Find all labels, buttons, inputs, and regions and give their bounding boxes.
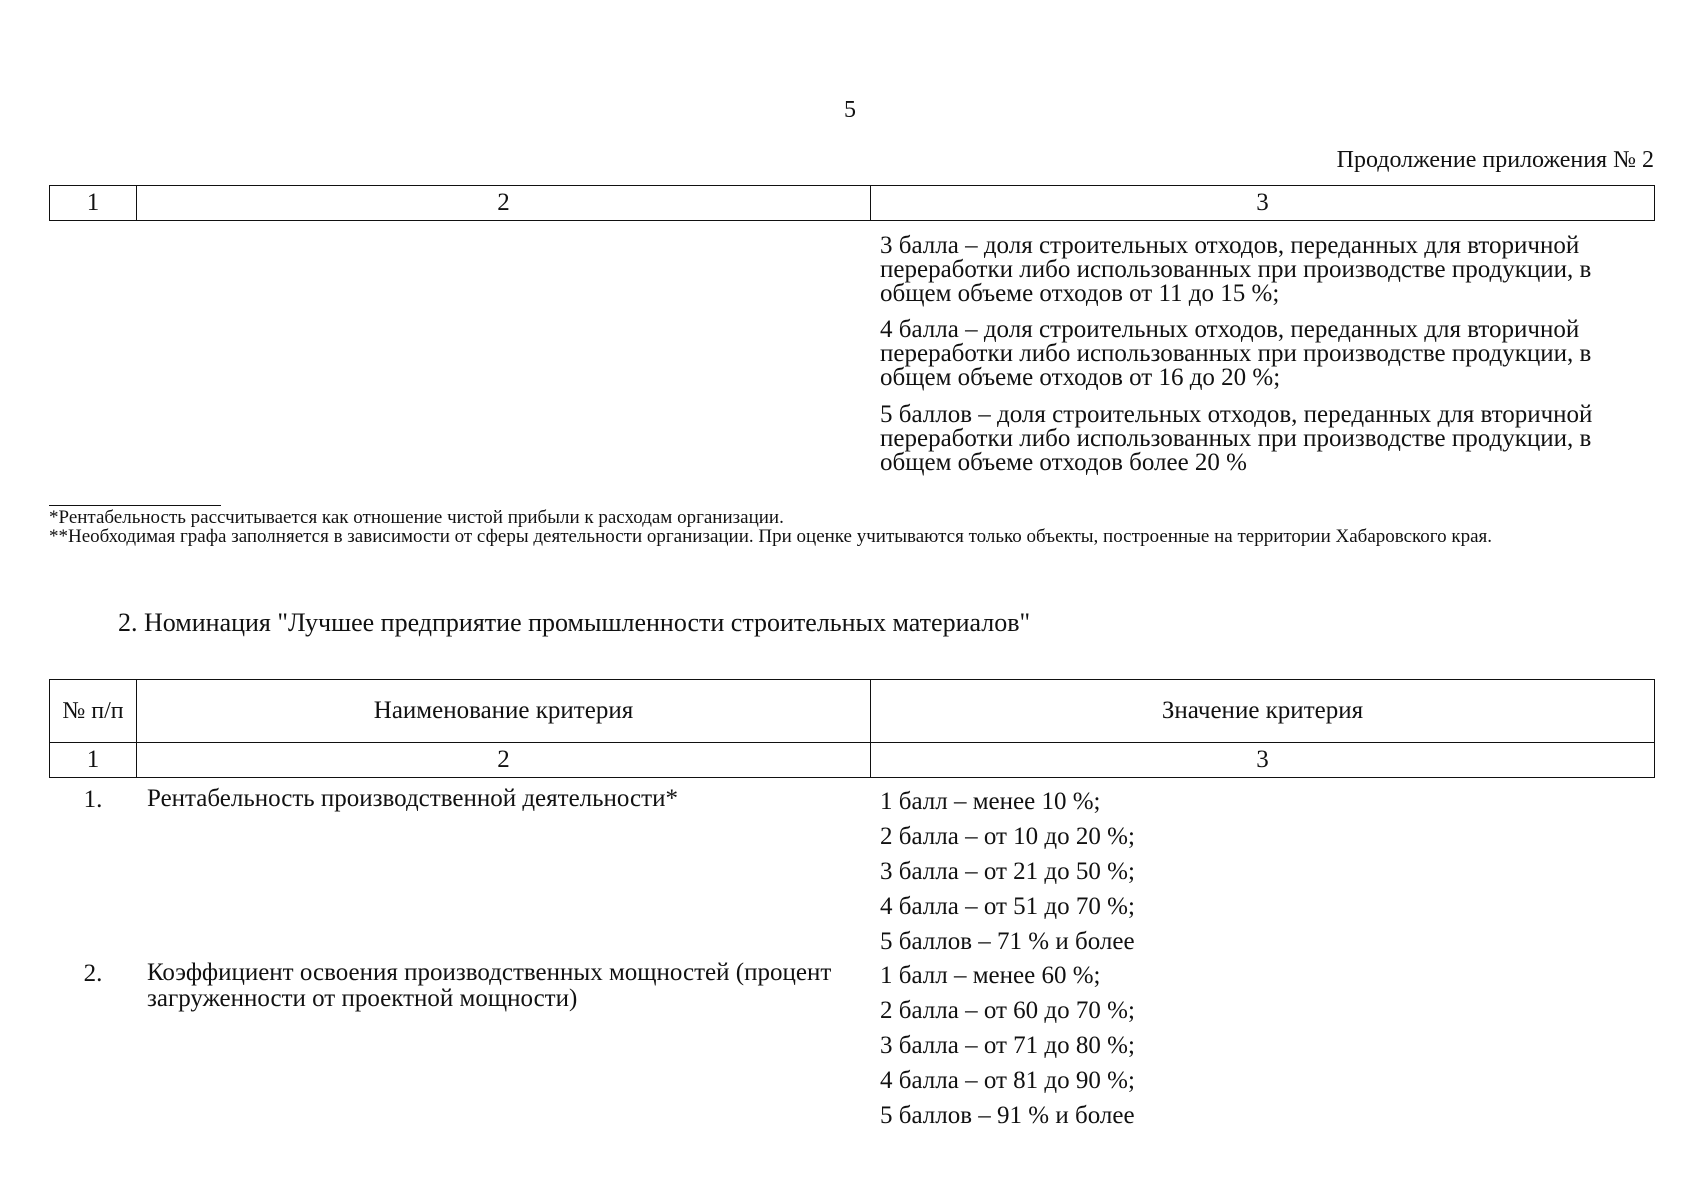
header-criterion-name: Наименование критерия xyxy=(137,680,871,743)
column-number-1: 1 xyxy=(50,743,137,778)
footnote-1: *Рентабельность рассчитывается как отношение чистой прибыли к расходам организации. xyxy=(49,507,784,528)
score-line: 5 баллов – 91 % и более xyxy=(880,1102,1135,1129)
criteria-table-header xyxy=(49,679,1655,778)
criterion-values xyxy=(880,784,1580,959)
row-number: 2. xyxy=(83,960,103,987)
score-line: 2 балла – от 10 до 20 %; xyxy=(880,823,1135,850)
footnote-separator xyxy=(49,505,221,506)
top-column-number-row xyxy=(49,185,1655,221)
footnote-2: **Необходимая графа заполняется в зависимости от сферы деятельности организации. При оценке учитываются только объекты, построенные на территории Хабаровского края. xyxy=(49,526,1493,547)
header-number xyxy=(50,680,137,743)
page-number: 5 xyxy=(844,97,856,123)
score-line: 4 балла – от 81 до 90 %; xyxy=(880,1067,1135,1094)
appendix-continuation-note: Продолжение приложения № 2 xyxy=(1336,147,1654,173)
criterion-name: Рентабельность производственной деятельности* xyxy=(147,785,678,812)
criterion-values xyxy=(880,958,1580,1133)
column-number-3: 3 xyxy=(871,186,1655,221)
header-number-label: № п/п xyxy=(62,697,124,724)
column-number-2: 2 xyxy=(137,743,871,778)
score-line: 4 балла – от 51 до 70 %; xyxy=(880,893,1135,920)
value-entry: 4 балла – доля строительных отходов, переданных для вторичной переработки либо использованных при производстве продукции, в общем объеме отходов от 16 до 20 %; xyxy=(880,316,1592,391)
row-number: 1. xyxy=(83,786,103,813)
nomination-heading: 2. Номинация "Лучшее предприятие промышленности строительных материалов" xyxy=(118,608,1031,637)
score-line: 2 балла – от 60 до 70 %; xyxy=(880,997,1135,1024)
score-line: 1 балл – менее 10 %; xyxy=(880,788,1101,815)
column-number-3: 3 xyxy=(871,743,1655,778)
footnotes xyxy=(49,508,1653,546)
score-line: 1 балл – менее 60 %; xyxy=(880,962,1101,989)
score-line: 3 балла – от 21 до 50 %; xyxy=(880,858,1135,885)
value-entry: 3 балла – доля строительных отходов, переданных для вторичной переработки либо использованных при производстве продукции, в общем объеме отходов от 11 до 15 %; xyxy=(880,232,1592,307)
score-line: 3 балла – от 71 до 80 %; xyxy=(880,1032,1135,1059)
criterion-name: Коэффициент освоения производственных мощностей (процент загруженности от проектной мощности) xyxy=(147,959,832,1012)
score-line: 5 баллов – 71 % и более xyxy=(880,928,1135,955)
value-entry: 5 баллов – доля строительных отходов, переданных для вторичной переработки либо использованных при производстве продукции, в общем объеме отходов более 20 % xyxy=(880,401,1593,476)
header-criterion-value: Значение критерия xyxy=(871,680,1655,743)
column-number-2: 2 xyxy=(137,186,871,221)
column-number-1: 1 xyxy=(50,186,137,221)
